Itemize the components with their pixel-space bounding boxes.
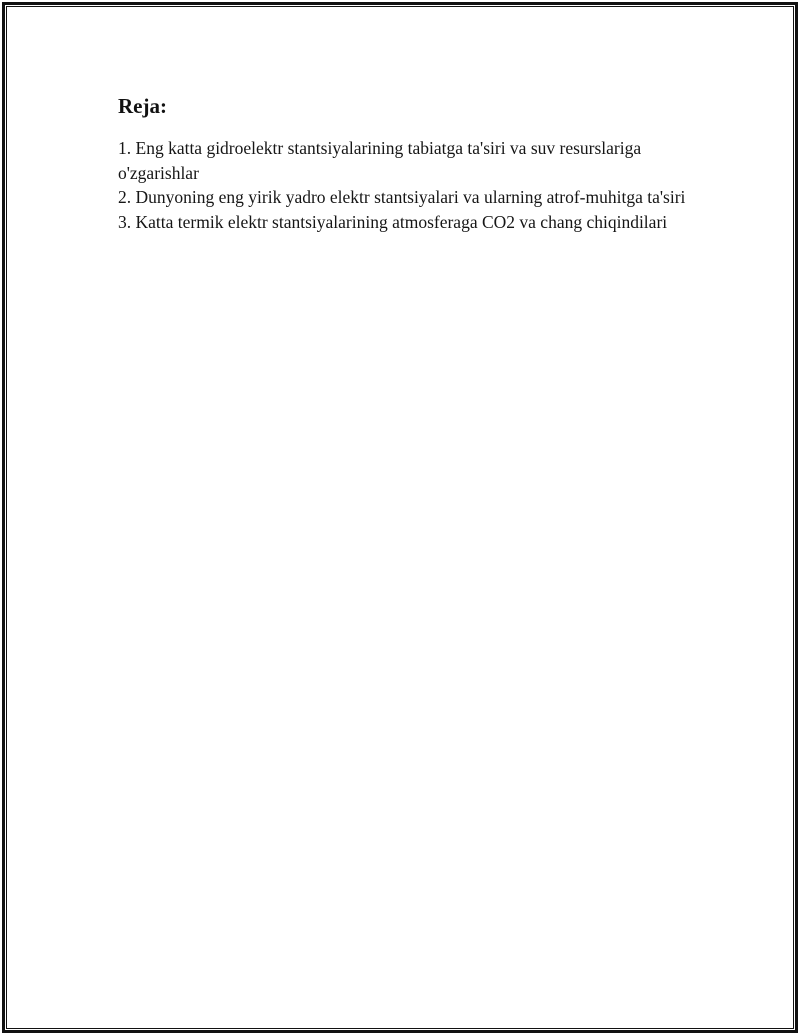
plan-item-2: 2. Dunyoning eng yirik yadro elektr stantsiyalari va ularning atrof-muhitga ta'siri [118,187,686,207]
plan-list [118,136,693,234]
document-body [118,93,693,234]
plan-item-3: 3. Katta termik elektr stantsiyalarining atmosferaga CO2 va chang chiqindilari [118,211,668,232]
plan-item-1: 1. Eng katta gidroelektr stantsiyalarining tabiatga ta'siri va suv resurslariga o'zgarishlar [118,138,642,183]
plan-heading: Reja: [118,94,167,118]
